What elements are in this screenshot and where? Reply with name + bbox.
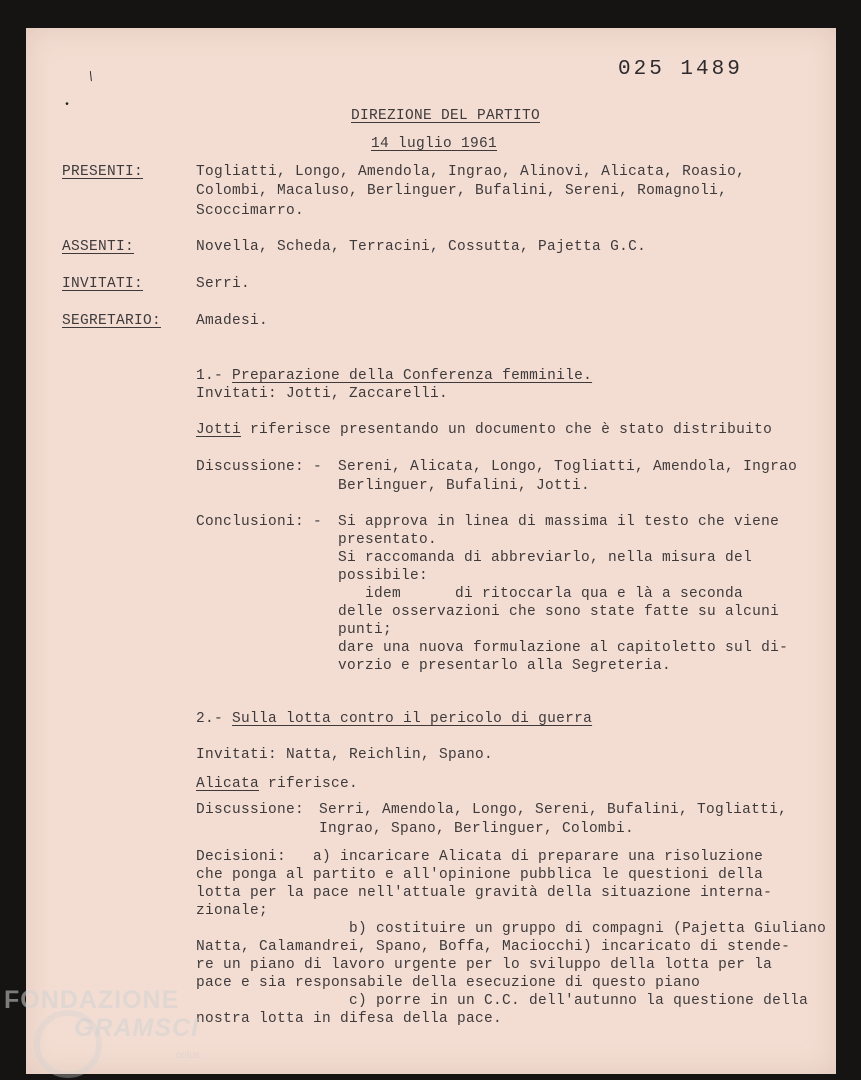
label-invitati: INVITATI: [62,276,144,292]
item2-discussion-line: Ingrao, Spano, Berlinguer, Colombi. [319,821,635,837]
label-assenti: ASSENTI: [62,239,135,255]
item1-title: Preparazione della Conferenza femminile. [232,368,593,384]
item2-decision-line: re un piano di lavoro urgente per lo sviluppo della lotta per la [196,957,773,973]
item2-invited: Invitati: Natta, Reichlin, Spano. [196,747,494,763]
item1-report-text: riferisce presentando un documento che è stato distribuito [241,422,773,438]
item1-conclusion-line: vorzio e presentarlo alla Segreteria. [338,658,672,674]
item1-conclusion-line: possibile: [338,568,429,584]
item2-title: Sulla lotta contro il pericolo di guerra [232,711,593,727]
presenti-line: Togliatti, Longo, Amendola, Ingrao, Alinovi, Alicata, Roasio, [196,164,746,180]
item1-report [196,422,772,438]
document-page [26,28,836,1074]
item1-conclusion-line: dare una nuova formulazione al capitoletto sul di- [338,640,789,656]
segretario-line: Amadesi. [196,313,269,329]
item1-conclusions-label: Conclusioni: - [196,514,323,530]
item2-decision-line: pace e sia responsabile della esecuzione di questo piano [196,975,701,991]
item2-number: 2.- [196,711,224,727]
item1-discussion-line: Sereni, Alicata, Longo, Togliatti, Amendola, Ingrao [338,459,798,475]
item1-conclusion-line: delle osservazioni che sono state fatte su alcuni [338,604,780,620]
item2-discussion-line: Serri, Amendola, Longo, Sereni, Bufalini, Togliatti, [319,802,788,818]
assenti-line: Novella, Scheda, Terracini, Cossutta, Pajetta G.C. [196,239,647,255]
item2-decision-line: zionale; [196,903,269,919]
presenti-line: Scoccimarro. [196,203,305,219]
item2-reporter: Alicata [196,776,260,792]
item1-invited: Invitati: Jotti, Zaccarelli. [196,386,449,402]
item1-heading [196,368,592,384]
item1-reporter: Jotti [196,422,242,438]
item2-decision-line: c) porre in un C.C. dell'autunno la questione della [196,993,809,1009]
item2-heading [196,711,592,727]
label-presenti: PRESENTI: [62,164,144,180]
item2-decisions-first: Decisioni: a) incaricare Alicata di preparare una risoluzione [196,849,764,865]
pen-mark: / [84,69,99,85]
item2-decision-line: b) costituire un gruppo di compagni (Pajetta Giuliano [196,921,827,937]
document-title: DIREZIONE DEL PARTITO [351,108,541,124]
watermark-line2: GRAMSCI [74,1014,200,1042]
item1-discussion-line: Berlinguer, Bufalini, Jotti. [338,478,591,494]
item2-decision-line: che ponga al partito e all'opinione pubblica le questioni della [196,867,764,883]
item1-number: 1.- [196,368,224,384]
protocol-number: 025 1489 [618,58,743,81]
item1-discussion-label: Discussione: - [196,459,323,475]
watermark-line3: onlus [176,1050,200,1061]
item1-conclusion-line: punti; [338,622,393,638]
item1-conclusion-line: Si raccomanda di abbreviarlo, nella misura del [338,550,753,566]
label-segretario: SEGRETARIO: [62,313,162,329]
invitati-line: Serri. [196,276,251,292]
item1-conclusion-line: presentato. [338,532,438,548]
watermark-line1: FONDAZIONE [4,986,180,1014]
item2-report [196,776,358,792]
item2-report-text: riferisce. [259,776,359,792]
ink-dot: • [64,100,71,111]
presenti-line: Colombi, Macaluso, Berlinguer, Bufalini, Sereni, Romagnoli, [196,183,728,199]
item1-conclusion-line: idem di ritoccarla qua e là a seconda [338,586,744,602]
item1-conclusion-line: Si approva in linea di massima il testo che viene [338,514,780,530]
document-date: 14 luglio 1961 [371,136,498,152]
item2-discussion-label: Discussione: [196,802,305,818]
item2-decision-line: Natta, Calamandrei, Spano, Boffa, Maciocchi) incaricato di stende- [196,939,791,955]
item2-decision-line: nostra lotta in difesa della pace. [196,1011,503,1027]
item2-decision-line: lotta per la pace nell'attuale gravità della situazione interna- [196,885,773,901]
